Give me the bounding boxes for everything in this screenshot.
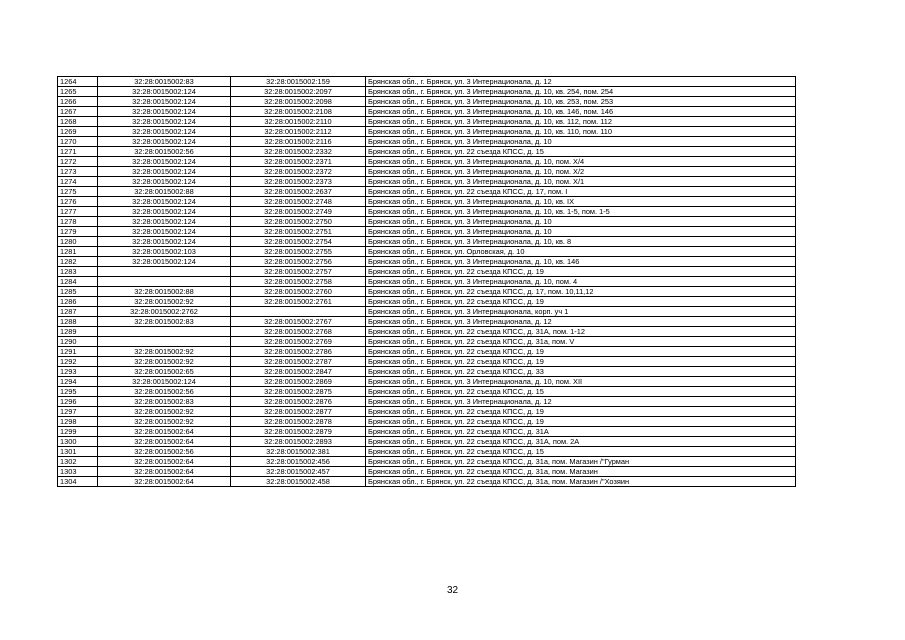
address-cell: Брянская обл., г. Брянск, ул. 22 съезда КПСС, д. 15 <box>366 387 796 397</box>
row-number-cell: 1304 <box>58 477 98 487</box>
table-row <box>58 277 796 287</box>
row-number-cell: 1270 <box>58 137 98 147</box>
table-row <box>58 147 796 157</box>
cadastral-number-cell: 32:28:0015002:381 <box>231 447 366 457</box>
cadastral-number-cell: 32:28:0015002:2876 <box>231 397 366 407</box>
address-cell: Брянская обл., г. Брянск, ул. 3 Интернационала, корп. уч 1 <box>366 307 796 317</box>
address-cell: Брянская обл., г. Брянск, ул. 22 съезда КПСС, д. 31а, пом. Магазин /"Гурман <box>366 457 796 467</box>
cadastral-number-cell: 32:28:0015002:458 <box>231 477 366 487</box>
parent-cadastral-number-cell: 32:28:0015002:64 <box>98 467 231 477</box>
table-row <box>58 397 796 407</box>
parent-cadastral-number-cell: 32:28:0015002:124 <box>98 207 231 217</box>
table-row <box>58 177 796 187</box>
address-cell: Брянская обл., г. Брянск, ул. 3 Интернационала, д. 10, пом. X/4 <box>366 157 796 167</box>
cadastral-table <box>57 76 796 487</box>
address-cell: Брянская обл., г. Брянск, ул. 22 съезда КПСС, д. 31а, пом. Магазин <box>366 467 796 477</box>
row-number-cell: 1275 <box>58 187 98 197</box>
table-row <box>58 157 796 167</box>
address-cell: Брянская обл., г. Брянск, ул. 3 Интернационала, д. 10, кв. 110, пом. 110 <box>366 127 796 137</box>
parent-cadastral-number-cell: 32:28:0015002:124 <box>98 157 231 167</box>
address-cell: Брянская обл., г. Брянск, ул. 3 Интернационала, д. 10, пом. XII <box>366 377 796 387</box>
address-cell: Брянская обл., г. Брянск, ул. 22 съезда КПСС, д. 31А, пом. 1-12 <box>366 327 796 337</box>
cadastral-number-cell <box>231 307 366 317</box>
cadastral-number-cell: 32:28:0015002:2758 <box>231 277 366 287</box>
parent-cadastral-number-cell: 32:28:0015002:124 <box>98 127 231 137</box>
parent-cadastral-number-cell <box>98 327 231 337</box>
cadastral-number-cell: 32:28:0015002:2877 <box>231 407 366 417</box>
parent-cadastral-number-cell: 32:28:0015002:124 <box>98 87 231 97</box>
cadastral-number-cell: 32:28:0015002:2768 <box>231 327 366 337</box>
parent-cadastral-number-cell: 32:28:0015002:64 <box>98 457 231 467</box>
table-row <box>58 97 796 107</box>
address-cell: Брянская обл., г. Брянск, ул. 3 Интернационала, д. 10, кв. 254, пом. 254 <box>366 87 796 97</box>
row-number-cell: 1297 <box>58 407 98 417</box>
row-number-cell: 1300 <box>58 437 98 447</box>
table-row <box>58 127 796 137</box>
parent-cadastral-number-cell: 32:28:0015002:56 <box>98 387 231 397</box>
parent-cadastral-number-cell: 32:28:0015002:124 <box>98 197 231 207</box>
table-row <box>58 457 796 467</box>
table-row <box>58 357 796 367</box>
address-cell: Брянская обл., г. Брянск, ул. 22 съезда КПСС, д. 31а, пом. V <box>366 337 796 347</box>
table-row <box>58 377 796 387</box>
parent-cadastral-number-cell: 32:28:0015002:124 <box>98 177 231 187</box>
address-cell: Брянская обл., г. Брянск, ул. 3 Интернационала, д. 12 <box>366 317 796 327</box>
parent-cadastral-number-cell: 32:28:0015002:92 <box>98 407 231 417</box>
parent-cadastral-number-cell: 32:28:0015002:56 <box>98 147 231 157</box>
cadastral-table-body <box>58 77 796 487</box>
table-row <box>58 87 796 97</box>
row-number-cell: 1266 <box>58 97 98 107</box>
parent-cadastral-number-cell: 32:28:0015002:92 <box>98 357 231 367</box>
cadastral-number-cell: 32:28:0015002:2879 <box>231 427 366 437</box>
row-number-cell: 1267 <box>58 107 98 117</box>
row-number-cell: 1302 <box>58 457 98 467</box>
table-row <box>58 297 796 307</box>
table-row <box>58 327 796 337</box>
parent-cadastral-number-cell: 32:28:0015002:64 <box>98 477 231 487</box>
table-row <box>58 167 796 177</box>
address-cell: Брянская обл., г. Брянск, ул. 3 Интернационала, д. 10 <box>366 217 796 227</box>
cadastral-number-cell: 32:28:0015002:2878 <box>231 417 366 427</box>
parent-cadastral-number-cell: 32:28:0015002:2762 <box>98 307 231 317</box>
parent-cadastral-number-cell: 32:28:0015002:124 <box>98 217 231 227</box>
row-number-cell: 1278 <box>58 217 98 227</box>
parent-cadastral-number-cell: 32:28:0015002:124 <box>98 257 231 267</box>
table-row <box>58 217 796 227</box>
cadastral-number-cell: 32:28:0015002:2755 <box>231 247 366 257</box>
parent-cadastral-number-cell: 32:28:0015002:124 <box>98 167 231 177</box>
parent-cadastral-number-cell: 32:28:0015002:64 <box>98 437 231 447</box>
row-number-cell: 1294 <box>58 377 98 387</box>
parent-cadastral-number-cell: 32:28:0015002:103 <box>98 247 231 257</box>
cadastral-number-cell: 32:28:0015002:2748 <box>231 197 366 207</box>
address-cell: Брянская обл., г. Брянск, ул. 3 Интернационала, д. 10, пом. 4 <box>366 277 796 287</box>
cadastral-number-cell: 32:28:0015002:2847 <box>231 367 366 377</box>
cadastral-number-cell: 32:28:0015002:2869 <box>231 377 366 387</box>
address-cell: Брянская обл., г. Брянск, ул. 3 Интернационала, д. 10, кв. 146, пом. 146 <box>366 107 796 117</box>
row-number-cell: 1268 <box>58 117 98 127</box>
cadastral-number-cell: 32:28:0015002:2108 <box>231 107 366 117</box>
parent-cadastral-number-cell: 32:28:0015002:92 <box>98 347 231 357</box>
parent-cadastral-number-cell: 32:28:0015002:83 <box>98 397 231 407</box>
row-number-cell: 1277 <box>58 207 98 217</box>
row-number-cell: 1289 <box>58 327 98 337</box>
cadastral-number-cell: 32:28:0015002:2786 <box>231 347 366 357</box>
row-number-cell: 1279 <box>58 227 98 237</box>
row-number-cell: 1283 <box>58 267 98 277</box>
table-row <box>58 137 796 147</box>
address-cell: Брянская обл., г. Брянск, ул. Орловская, д. 10 <box>366 247 796 257</box>
table-row <box>58 197 796 207</box>
table-row <box>58 307 796 317</box>
row-number-cell: 1282 <box>58 257 98 267</box>
address-cell: Брянская обл., г. Брянск, ул. 3 Интернационала, д. 10, кв. 1-5, пом. 1-5 <box>366 207 796 217</box>
address-cell: Брянская обл., г. Брянск, ул. 22 съезда КПСС, д. 31а, пом. Магазин /"Хозяин <box>366 477 796 487</box>
cadastral-number-cell: 32:28:0015002:2751 <box>231 227 366 237</box>
table-row <box>58 107 796 117</box>
table-row <box>58 77 796 87</box>
address-cell: Брянская обл., г. Брянск, ул. 3 Интернационала, д. 12 <box>366 397 796 407</box>
table-row <box>58 407 796 417</box>
cadastral-number-cell: 32:28:0015002:2757 <box>231 267 366 277</box>
address-cell: Брянская обл., г. Брянск, ул. 22 съезда КПСС, д. 31А <box>366 427 796 437</box>
address-cell: Брянская обл., г. Брянск, ул. 3 Интернационала, д. 10 <box>366 137 796 147</box>
row-number-cell: 1299 <box>58 427 98 437</box>
address-cell: Брянская обл., г. Брянск, ул. 3 Интернационала, д. 10, пом. X/1 <box>366 177 796 187</box>
parent-cadastral-number-cell <box>98 337 231 347</box>
page-number: 32 <box>446 585 459 596</box>
address-cell: Брянская обл., г. Брянск, ул. 22 съезда КПСС, д. 19 <box>366 407 796 417</box>
cadastral-number-cell: 32:28:0015002:2767 <box>231 317 366 327</box>
address-cell: Брянская обл., г. Брянск, ул. 3 Интернационала, д. 10, кв. IX <box>366 197 796 207</box>
address-cell: Брянская обл., г. Брянск, ул. 22 съезда КПСС, д. 19 <box>366 357 796 367</box>
row-number-cell: 1301 <box>58 447 98 457</box>
address-cell: Брянская обл., г. Брянск, ул. 22 съезда КПСС, д. 19 <box>366 347 796 357</box>
row-number-cell: 1276 <box>58 197 98 207</box>
row-number-cell: 1287 <box>58 307 98 317</box>
parent-cadastral-number-cell: 32:28:0015002:124 <box>98 97 231 107</box>
table-row <box>58 207 796 217</box>
address-cell: Брянская обл., г. Брянск, ул. 22 съезда КПСС, д. 33 <box>366 367 796 377</box>
parent-cadastral-number-cell: 32:28:0015002:124 <box>98 137 231 147</box>
address-cell: Брянская обл., г. Брянск, ул. 3 Интернационала, д. 12 <box>366 77 796 87</box>
row-number-cell: 1271 <box>58 147 98 157</box>
table-row <box>58 287 796 297</box>
row-number-cell: 1298 <box>58 417 98 427</box>
cadastral-number-cell: 32:28:0015002:2750 <box>231 217 366 227</box>
cadastral-number-cell: 32:28:0015002:456 <box>231 457 366 467</box>
parent-cadastral-number-cell: 32:28:0015002:88 <box>98 287 231 297</box>
table-row <box>58 337 796 347</box>
table-row <box>58 427 796 437</box>
table-row <box>58 247 796 257</box>
row-number-cell: 1293 <box>58 367 98 377</box>
table-row <box>58 477 796 487</box>
address-cell: Брянская обл., г. Брянск, ул. 22 съезда КПСС, д. 31А, пом. 2А <box>366 437 796 447</box>
address-cell: Брянская обл., г. Брянск, ул. 22 съезда КПСС, д. 17, пом. I <box>366 187 796 197</box>
row-number-cell: 1264 <box>58 77 98 87</box>
table-row <box>58 227 796 237</box>
address-cell: Брянская обл., г. Брянск, ул. 22 съезда КПСС, д. 15 <box>366 147 796 157</box>
cadastral-number-cell: 32:28:0015002:2756 <box>231 257 366 267</box>
parent-cadastral-number-cell: 32:28:0015002:83 <box>98 317 231 327</box>
table-row <box>58 187 796 197</box>
cadastral-number-cell: 32:28:0015002:2112 <box>231 127 366 137</box>
parent-cadastral-number-cell: 32:28:0015002:83 <box>98 77 231 87</box>
address-cell: Брянская обл., г. Брянск, ул. 3 Интернационала, д. 10, кв. 112, пом. 112 <box>366 117 796 127</box>
cadastral-number-cell: 32:28:0015002:2787 <box>231 357 366 367</box>
table-row <box>58 317 796 327</box>
row-number-cell: 1290 <box>58 337 98 347</box>
address-cell: Брянская обл., г. Брянск, ул. 3 Интернационала, д. 10 <box>366 227 796 237</box>
parent-cadastral-number-cell: 32:28:0015002:124 <box>98 237 231 247</box>
address-cell: Брянская обл., г. Брянск, ул. 3 Интернационала, д. 10, кв. 8 <box>366 237 796 247</box>
cadastral-number-cell: 32:28:0015002:2637 <box>231 187 366 197</box>
cadastral-number-cell: 32:28:0015002:2116 <box>231 137 366 147</box>
row-number-cell: 1291 <box>58 347 98 357</box>
table-row <box>58 417 796 427</box>
parent-cadastral-number-cell: 32:28:0015002:88 <box>98 187 231 197</box>
table-row <box>58 257 796 267</box>
cadastral-number-cell: 32:28:0015002:159 <box>231 77 366 87</box>
table-row <box>58 347 796 357</box>
table-row <box>58 437 796 447</box>
table-row <box>58 467 796 477</box>
address-cell: Брянская обл., г. Брянск, ул. 3 Интернационала, д. 10, пом. X/2 <box>366 167 796 177</box>
parent-cadastral-number-cell: 32:28:0015002:92 <box>98 417 231 427</box>
cadastral-number-cell: 32:28:0015002:2097 <box>231 87 366 97</box>
cadastral-number-cell: 32:28:0015002:2761 <box>231 297 366 307</box>
parent-cadastral-number-cell: 32:28:0015002:124 <box>98 377 231 387</box>
address-cell: Брянская обл., г. Брянск, ул. 22 съезда КПСС, д. 19 <box>366 297 796 307</box>
cadastral-number-cell: 32:28:0015002:457 <box>231 467 366 477</box>
row-number-cell: 1274 <box>58 177 98 187</box>
address-cell: Брянская обл., г. Брянск, ул. 22 съезда КПСС, д. 19 <box>366 267 796 277</box>
parent-cadastral-number-cell: 32:28:0015002:92 <box>98 297 231 307</box>
table-row <box>58 387 796 397</box>
address-cell: Брянская обл., г. Брянск, ул. 3 Интернационала, д. 10, кв. 146 <box>366 257 796 267</box>
cadastral-number-cell: 32:28:0015002:2893 <box>231 437 366 447</box>
parent-cadastral-number-cell <box>98 267 231 277</box>
row-number-cell: 1296 <box>58 397 98 407</box>
row-number-cell: 1286 <box>58 297 98 307</box>
cadastral-number-cell: 32:28:0015002:2373 <box>231 177 366 187</box>
parent-cadastral-number-cell: 32:28:0015002:124 <box>98 107 231 117</box>
cadastral-number-cell: 32:28:0015002:2371 <box>231 157 366 167</box>
table-row <box>58 117 796 127</box>
table-row <box>58 267 796 277</box>
parent-cadastral-number-cell <box>98 277 231 287</box>
row-number-cell: 1284 <box>58 277 98 287</box>
cadastral-number-cell: 32:28:0015002:2372 <box>231 167 366 177</box>
row-number-cell: 1273 <box>58 167 98 177</box>
parent-cadastral-number-cell: 32:28:0015002:124 <box>98 227 231 237</box>
cadastral-number-cell: 32:28:0015002:2749 <box>231 207 366 217</box>
row-number-cell: 1292 <box>58 357 98 367</box>
row-number-cell: 1269 <box>58 127 98 137</box>
parent-cadastral-number-cell: 32:28:0015002:56 <box>98 447 231 457</box>
cadastral-number-cell: 32:28:0015002:2754 <box>231 237 366 247</box>
table-row <box>58 447 796 457</box>
parent-cadastral-number-cell: 32:28:0015002:65 <box>98 367 231 377</box>
address-cell: Брянская обл., г. Брянск, ул. 22 съезда КПСС, д. 19 <box>366 417 796 427</box>
cadastral-number-cell: 32:28:0015002:2875 <box>231 387 366 397</box>
address-cell: Брянская обл., г. Брянск, ул. 22 съезда КПСС, д. 17, пом. 10,11,12 <box>366 287 796 297</box>
row-number-cell: 1295 <box>58 387 98 397</box>
row-number-cell: 1265 <box>58 87 98 97</box>
cadastral-number-cell: 32:28:0015002:2098 <box>231 97 366 107</box>
cadastral-number-cell: 32:28:0015002:2110 <box>231 117 366 127</box>
row-number-cell: 1288 <box>58 317 98 327</box>
address-cell: Брянская обл., г. Брянск, ул. 3 Интернационала, д. 10, кв. 253, пом. 253 <box>366 97 796 107</box>
parent-cadastral-number-cell: 32:28:0015002:124 <box>98 117 231 127</box>
row-number-cell: 1280 <box>58 237 98 247</box>
cadastral-number-cell: 32:28:0015002:2332 <box>231 147 366 157</box>
row-number-cell: 1272 <box>58 157 98 167</box>
parent-cadastral-number-cell: 32:28:0015002:64 <box>98 427 231 437</box>
table-row <box>58 367 796 377</box>
table-row <box>58 237 796 247</box>
row-number-cell: 1285 <box>58 287 98 297</box>
cadastral-number-cell: 32:28:0015002:2769 <box>231 337 366 347</box>
cadastral-number-cell: 32:28:0015002:2760 <box>231 287 366 297</box>
row-number-cell: 1281 <box>58 247 98 257</box>
address-cell: Брянская обл., г. Брянск, ул. 22 съезда КПСС, д. 15 <box>366 447 796 457</box>
row-number-cell: 1303 <box>58 467 98 477</box>
